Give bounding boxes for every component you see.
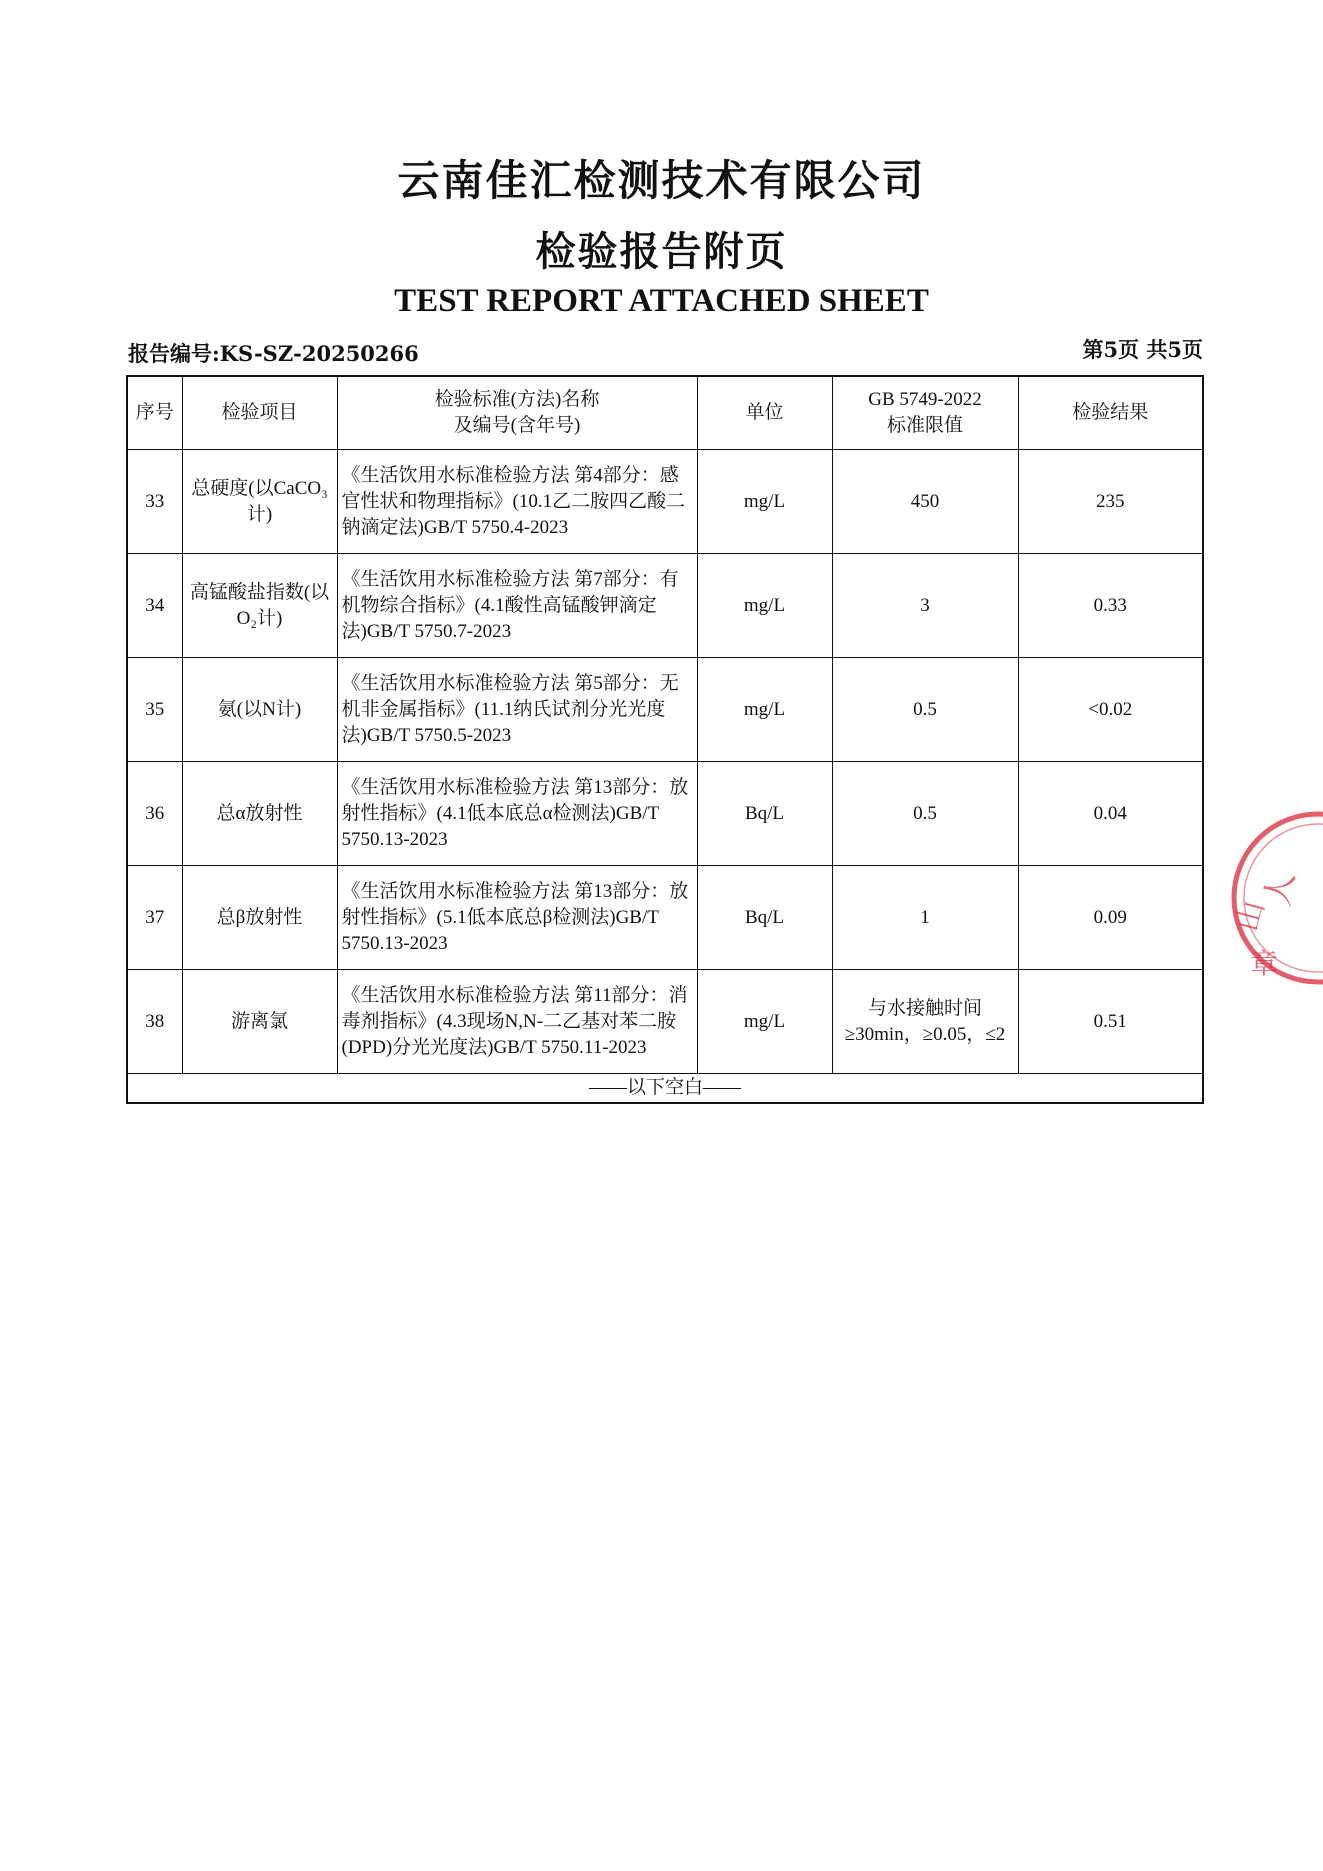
header-item: 检验项目 bbox=[182, 376, 337, 450]
row-limit: 0.5 bbox=[832, 762, 1018, 866]
header-method bbox=[337, 376, 697, 450]
row-limit: 与水接触时间≥30min，≥0.05，≤2 bbox=[832, 970, 1018, 1074]
table-row bbox=[127, 970, 1203, 1074]
row-seq: 33 bbox=[127, 450, 182, 554]
row-item: 游离氯 bbox=[182, 970, 337, 1074]
row-result: <0.02 bbox=[1018, 658, 1203, 762]
row-limit: 450 bbox=[832, 450, 1018, 554]
test-results-table bbox=[126, 375, 1204, 1104]
row-unit: mg/L bbox=[697, 450, 832, 554]
row-seq: 37 bbox=[127, 866, 182, 970]
table-row bbox=[127, 450, 1203, 554]
row-unit: Bq/L bbox=[697, 762, 832, 866]
row-method: 《生活饮用水标准检验方法 第5部分：无机非金属指标》(11.1纳氏试剂分光光度法)GB/T 5750.5-2023 bbox=[337, 658, 697, 762]
row-unit: mg/L bbox=[697, 554, 832, 658]
table-row bbox=[127, 866, 1203, 970]
header-unit: 单位 bbox=[697, 376, 832, 450]
table-row bbox=[127, 658, 1203, 762]
header-method-line2: 及编号(含年号) bbox=[453, 415, 581, 436]
row-seq: 34 bbox=[127, 554, 182, 658]
document-title: 检验报告附页 bbox=[535, 229, 788, 275]
row-method: 《生活饮用水标准检验方法 第7部分：有机物综合指标》(4.1酸性高锰酸钾滴定法)GB/T 5750.7-2023 bbox=[337, 554, 697, 658]
row-limit: 1 bbox=[832, 866, 1018, 970]
header-limit-line2: 标准限值 bbox=[886, 415, 963, 436]
svg-text:章: 章 bbox=[1250, 947, 1279, 980]
row-item: 总硬度(以CaCO₃计) bbox=[182, 450, 337, 554]
company-name: 云南佳汇检测技术有限公司 bbox=[397, 156, 926, 205]
row-seq: 35 bbox=[127, 658, 182, 762]
table-row bbox=[127, 554, 1203, 658]
svg-text:人: 人 bbox=[1257, 869, 1303, 910]
blank-row bbox=[127, 1074, 1203, 1104]
table-header-row bbox=[127, 376, 1203, 450]
row-method: 《生活饮用水标准检验方法 第13部分：放射性指标》(5.1低本底总β检测法)GB/T 5750.13-2023 bbox=[337, 866, 697, 970]
row-item: 氨(以N计) bbox=[182, 658, 337, 762]
row-method: 《生活饮用水标准检验方法 第11部分：消毒剂指标》(4.3现场N,N-二乙基对苯二胺(DPD)分光光度法)GB/T 5750.11-2023 bbox=[337, 970, 697, 1074]
row-seq: 36 bbox=[127, 762, 182, 866]
header-seq: 序号 bbox=[127, 376, 182, 450]
header-limit-line1: GB 5749-2022 bbox=[868, 389, 982, 410]
row-result: 235 bbox=[1018, 450, 1203, 554]
row-unit: Bq/L bbox=[697, 866, 832, 970]
header-result: 检验结果 bbox=[1018, 376, 1203, 450]
page-info: 第5页 共5页 bbox=[1082, 337, 1203, 362]
header-limit bbox=[832, 376, 1018, 450]
row-result: 0.51 bbox=[1018, 970, 1203, 1074]
row-method: 《生活饮用水标准检验方法 第13部分：放射性指标》(4.1低本底总α检测法)GB/T 5750.13-2023 bbox=[337, 762, 697, 866]
row-result: 0.33 bbox=[1018, 554, 1203, 658]
row-unit: mg/L bbox=[697, 658, 832, 762]
row-item: 高锰酸盐指数(以O₂计) bbox=[182, 554, 337, 658]
seal-stamp-graphic bbox=[1228, 808, 1323, 988]
table-row bbox=[127, 762, 1203, 866]
row-item: 总β放射性 bbox=[182, 866, 337, 970]
report-number: 报告编号:KS-SZ-20250266 bbox=[128, 341, 419, 366]
row-result: 0.09 bbox=[1018, 866, 1203, 970]
blank-note: ——以下空白—— bbox=[127, 1074, 1203, 1104]
row-limit: 3 bbox=[832, 554, 1018, 658]
header-method-line1: 检验标准(方法)名称 bbox=[434, 389, 600, 410]
svg-text:山: 山 bbox=[1229, 897, 1272, 936]
seal-stamp bbox=[1228, 808, 1323, 988]
document-title-english: TEST REPORT ATTACHED SHEET bbox=[394, 283, 929, 319]
row-item: 总α放射性 bbox=[182, 762, 337, 866]
row-method: 《生活饮用水标准检验方法 第4部分：感官性状和物理指标》(10.1乙二胺四乙酸二钠滴定法)GB/T 5750.4-2023 bbox=[337, 450, 697, 554]
row-limit: 0.5 bbox=[832, 658, 1018, 762]
row-unit: mg/L bbox=[697, 970, 832, 1074]
row-seq: 38 bbox=[127, 970, 182, 1074]
row-result: 0.04 bbox=[1018, 762, 1203, 866]
